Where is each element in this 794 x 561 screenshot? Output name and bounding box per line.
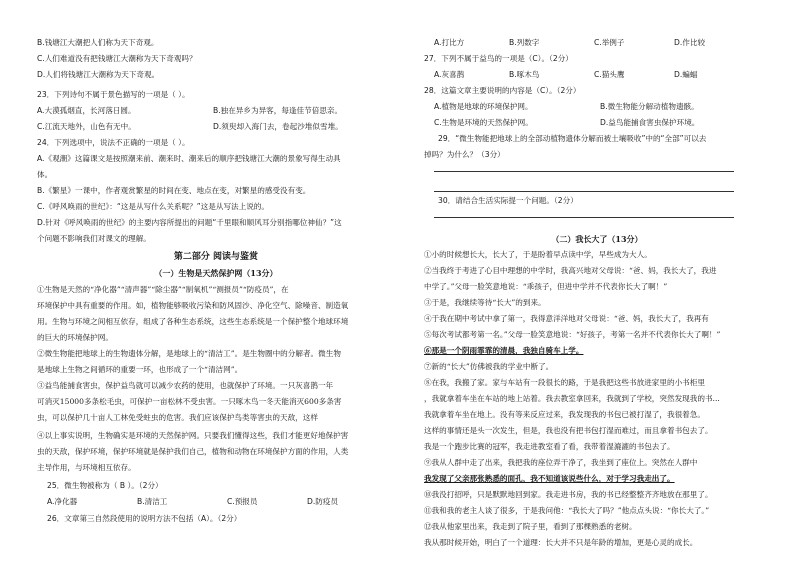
- paragraph-line: ④于我在期中考试中拿了第一，我得意洋洋地对父母说：“爸、妈，我长大了，我再有: [424, 314, 709, 323]
- paragraph-line: ，我就拿着车坐在车站的地上站着。我去教室拿回来，我就到了学校，突然发现我的书...: [424, 394, 720, 403]
- option-line: D.人们将钱塘江大潮称为天下奇观。: [37, 70, 160, 79]
- question-28: 28．这篇文章主要说明的内容是（C）。（2分）: [424, 86, 581, 95]
- option-d: D.针对《呼风唤雨的世纪》的主要内容所提出的问题“千里眼和顺风耳分别指哪位神仙？”这: [37, 218, 342, 227]
- option-a: A.灰喜鹊: [434, 70, 465, 79]
- option-b: B.微生物能分解动植物遗骸。: [600, 102, 699, 111]
- option-b: B.列数字: [509, 38, 540, 47]
- option-d-cont: 个问题不影响我们对课文的理解。: [37, 234, 151, 243]
- option-b: B.啄木鸟: [509, 70, 540, 79]
- question-27: 27．下列不属于益鸟的一项是（C）。（2分）: [424, 54, 573, 63]
- paragraph-line: 这样的事情还是头一次发生，但是，我也没有把书包打湿而难过，而且拿着书包去了。: [424, 426, 713, 435]
- option-d: D.益鸟能捕食害虫保护环境。: [600, 118, 700, 127]
- paragraph-line: ②当我终于考进了心目中理想的中学时，我高兴地对父母说：“爸、妈，我长大了，我进: [424, 266, 717, 275]
- option-c: C.《呼风唤雨的世纪》：“这是从写什么关系呢？”这是从写法上说的。: [37, 202, 269, 211]
- paragraph-line: ③益鸟能捕食害虫，保护益鸟就可以减少农药的使用，也就保护了环境。一只灰喜鹊一年: [37, 381, 334, 390]
- paragraph-line: 是地球上生物之间循环的重要一环，也形成了一个“清洁网”。: [37, 365, 243, 374]
- option-b: B.清洁工: [137, 497, 168, 506]
- option-c: C.猫头鹰: [594, 70, 625, 79]
- option-d: D.须臾却入海门去，卷起沙堆似雪堆。: [213, 122, 343, 131]
- answer-line[interactable]: [434, 171, 734, 172]
- option-b: B.《繁星》一课中，作者观赏繁星的时间在变、地点在变，对繁星的感受没有变。: [37, 186, 311, 195]
- option-d: D.蝙蝠: [674, 70, 698, 79]
- section-title: （一）生物是天然保护网（13分）: [154, 268, 278, 278]
- paragraph-line: ⑨我从人群中走了出来，我把我的座位弄干净了，我坐到了座位上。突然在人群中: [424, 458, 698, 467]
- question-24: 24．下列选项中，说法不正确的一项是（ ）。: [37, 138, 190, 147]
- paragraph-line: ⑧在我，我搬了家。家与车站有一段很长的路，于是我把这些书放进家里的小书柜里: [424, 378, 705, 387]
- option-line: B.钱塘江大潮把人们称为天下奇观。: [37, 38, 159, 47]
- option-a: A.净化器: [47, 497, 78, 506]
- paragraph-line: 我从那时候开始，明白了一个道理：长大并不只是年龄的增加，更是心灵的成长。: [424, 538, 698, 547]
- option-c: C.举例子: [594, 38, 625, 47]
- option-a: A.《观潮》这篇课文是按照潮来前、潮来时、潮来后的顺序把钱塘江大潮的景象写得生动具: [37, 154, 341, 163]
- option-c: C.江流天地外，山色有无中。: [37, 122, 136, 131]
- paragraph-line: ②微生物能把地球上的生物遗体分解，是地球上的“清洁工”。是生物圈中的分解者。微生物: [37, 349, 341, 358]
- paragraph-line: ⑪我和我的老主人谈了很多，于是我问他：“我长大了吗？”他点点头说：“你长大了。”: [424, 506, 710, 515]
- part-title: 第二部分 阅读与鉴赏: [173, 252, 259, 262]
- option-a: A.打比方: [434, 38, 465, 47]
- paragraph-line: ⑥那是一个阴雨霏霏的清晨，我独自骑车上学。: [424, 346, 584, 355]
- paragraph-line: 可消灭15000多条松毛虫，可保护一亩松林不受虫害。一只啄木鸟一冬天能消灭600多条害: [37, 397, 342, 406]
- paragraph-line: ⑦新的“长大”仿佛被我的学业中断了。: [424, 362, 554, 371]
- option-a: A.大漠孤烟直，长河落日圆。: [37, 106, 136, 115]
- paragraph-line: ⑤每次考试都考第一名。”父母一脸笑意地说：“好孩子，考第一名并不代表你长大了啊！”: [424, 330, 721, 339]
- paragraph-line: 环境保护中具有重要的作用。如，植物能够吸收污染和防风固沙、净化空气、除噪音、制造氧: [37, 301, 349, 310]
- question-29: 29．“微生物能把地球上的全部动植物遗体分解而被土壤吸收”中的“全部”可以去: [438, 134, 707, 143]
- option-d: D.作比较: [674, 38, 706, 47]
- question-26: 26．文章第三自然段使用的说明方法不包括（A）。（2分）: [47, 514, 242, 523]
- answer-line[interactable]: [434, 191, 734, 192]
- paragraph-line: 主导作用，与环境相互依存。: [37, 463, 136, 472]
- paragraph-line: 中学了。”父母一脸笑意地说：“乖孩子，但进中学并不代表你长大了啊！”: [424, 282, 668, 291]
- paragraph-line: ①小的时候想长大，长大了，于是盼着早点读中学，早些成为大人。: [424, 250, 652, 259]
- option-c: C.预报员: [227, 497, 258, 506]
- question-25: 25．微生物被称为（ B ）。（2分）: [47, 481, 163, 490]
- paragraph-line: 我发现了父亲那张熟悉的面孔，我不知道该说些什么，对于学习我走出了。: [424, 474, 675, 483]
- option-a-cont: 体。: [37, 170, 53, 179]
- section-title: （二）我长大了（13分）: [551, 234, 643, 244]
- option-a: A.植物是地球的环境保护网。: [434, 102, 533, 111]
- paragraph-line: 我就拿着车坐在地上。没有等来反应过来，我发现我的书包已被打湿了，我很着急。: [424, 410, 705, 419]
- paragraph-line: 虫的天敌，保护环境，保护环境就是保护我们自己，植物和动物在环境保护方面的作用，人类: [37, 447, 349, 456]
- question-29-cont: 掉吗？为什么？（3分）: [424, 150, 505, 159]
- paragraph-line: ⑫我从他家里出来，我走到了院子里，看到了那棵熟悉的老树。: [424, 522, 637, 531]
- question-30: 30．请结合生活实际提一个问题。（2分）: [438, 196, 578, 205]
- option-line: C.人们难道没有把钱塘江大潮称为天下奇观吗？: [37, 54, 197, 63]
- answer-line[interactable]: [434, 217, 734, 218]
- paragraph-line: ④以上事实说明，生物确实是环境的天然保护网。只要我们懂得这些，我们才能更好地保护害: [37, 431, 349, 440]
- paragraph-line: 的巨大的环境保护网。: [37, 333, 113, 342]
- question-23: 23．下列诗句不属于景色描写的一项是（ ）。: [37, 90, 190, 99]
- paragraph-line: ③于是，我继续等待“长大”的到来。: [424, 298, 546, 307]
- option-c: C.生物是环境的天然保护网。: [434, 118, 533, 127]
- option-b: B.独在异乡为异客，每逢佳节倍思亲。: [213, 106, 343, 115]
- paragraph-line: 用。生物与环境之间相互依存，组成了各种生态系统，这些生态系统是一个保护整个地球环境: [37, 317, 349, 326]
- paragraph-line: ⑩我没打招呼，只是默默地回到家。我走进书房，我的书已经整整齐齐地放在那里了。: [424, 490, 713, 499]
- paragraph-line: 我是一个跑步比赛的冠军，我走进教室看了看，我带着湿漉漉的书包去了。: [424, 442, 675, 451]
- paragraph-line: 虫，可以保护几十亩人工林免受蛀虫的危害。我们应该保护鸟类等害虫的天敌，这样: [37, 413, 318, 422]
- option-d: D.防疫员: [307, 497, 339, 506]
- paragraph-line: ①生物是天然的“净化器”“清声器”“除尘器”“制氧机”“测报员”“防疫员”，在: [37, 285, 289, 294]
